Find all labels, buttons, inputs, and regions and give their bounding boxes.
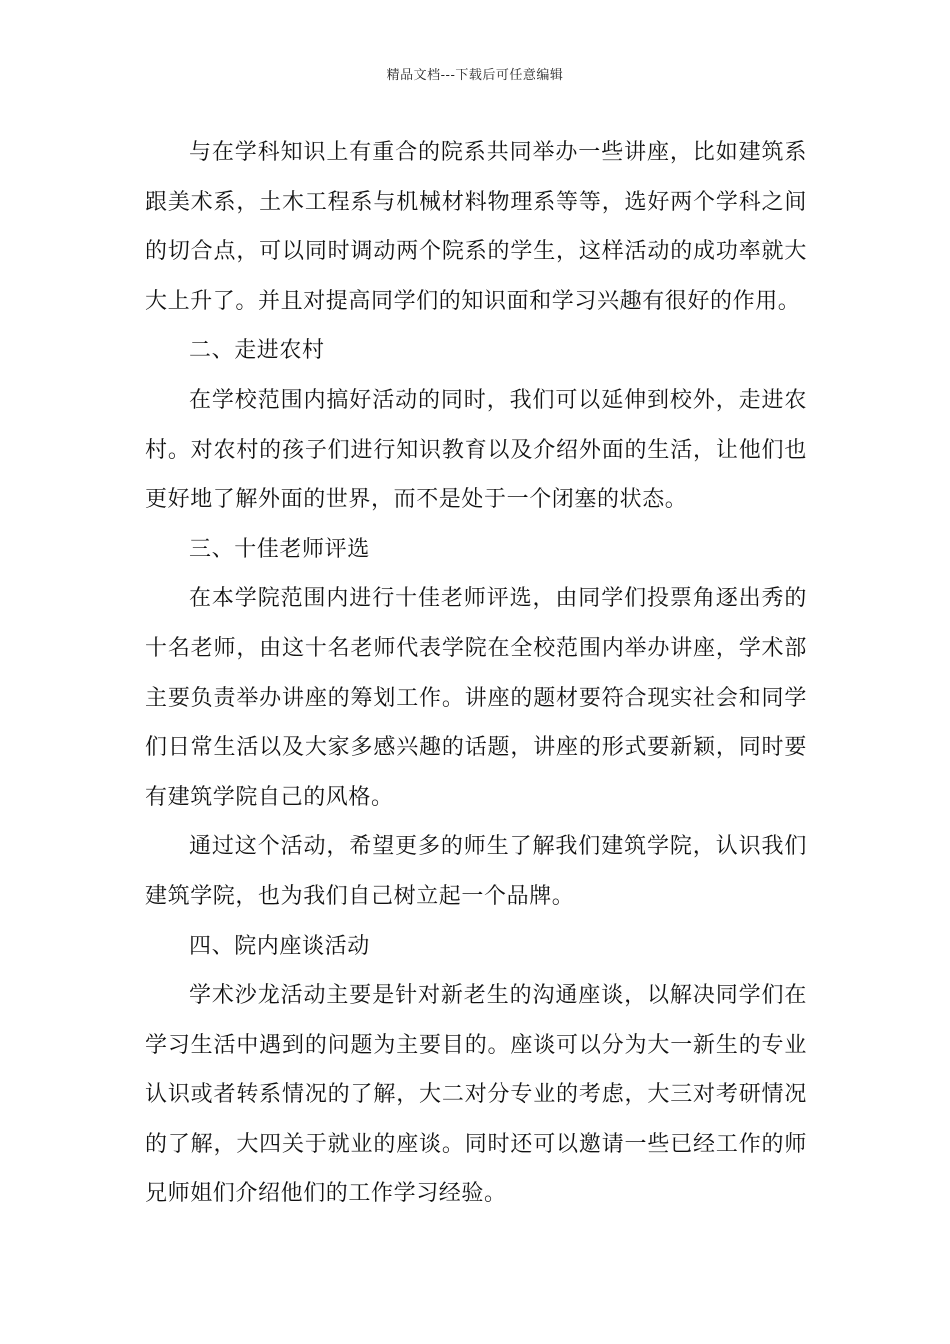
paragraph-activity-goal: 通过这个活动，希望更多的师生了解我们建筑学院，认识我们建筑学院，也为我们自己树立起一个品牌。 [145, 834, 807, 909]
paragraph-rural: 在学校范围内搞好活动的同时，我们可以延伸到校外，走进农村。对农村的孩子们进行知识教育以及介绍外面的生活，让他们也更好地了解外面的世界，而不是处于一个闭塞的状态。 [145, 387, 807, 513]
paragraph-top-teachers: 在本学院范围内进行十佳老师评选，由同学们投票角逐出秀的十名老师，由这十名老师代表学院在全校范围内举办讲座，学术部主要负责举办讲座的筹划工作。讲座的题材要符合现实社会和同学们日常生活以及大家多感兴趣的话题，讲座的形式要新颖，同时要有建筑学院自己的风格。 [145, 586, 807, 810]
paragraph-joint-lectures: 与在学科知识上有重合的院系共同举办一些讲座，比如建筑系跟美术系，土木工程系与机械材料物理系等等，选好两个学科之间的切合点，可以同时调动两个院系的学生，这样活动的成功率就大大上升了。并且对提高同学们的知识面和学习兴趣有很好的作用。 [145, 140, 807, 314]
page-header: 精品文档---下载后可任意编辑 [386, 68, 564, 83]
paragraph-seminar: 学术沙龙活动主要是针对新老生的沟通座谈，以解决同学们在学习生活中遇到的问题为主要目的。座谈可以分为大一新生的专业认识或者转系情况的了解，大二对分专业的考虑，大三对考研情况的了解，大四关于就业的座谈。同时还可以邀请一些已经工作的师兄师姐们介绍他们的工作学习经验。 [145, 983, 807, 1207]
section-heading-rural: 二、走进农村 [189, 338, 325, 364]
section-heading-seminar: 四、院内座谈活动 [189, 933, 370, 959]
section-heading-top-teachers: 三、十佳老师评选 [189, 536, 370, 562]
document-body [145, 128, 807, 1219]
